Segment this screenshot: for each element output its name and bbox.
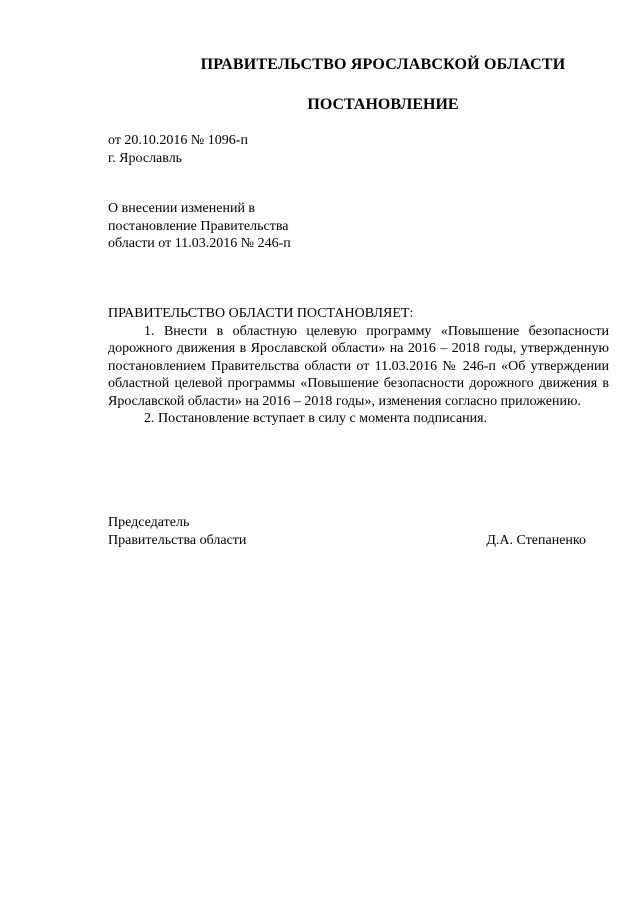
document-type-title: ПОСТАНОВЛЕНИЕ — [307, 96, 459, 113]
date-number: от 20.10.2016 № 1096-п — [108, 133, 248, 148]
signer-position-line-2: Правительства области — [108, 532, 247, 548]
government-title: ПРАВИТЕЛЬСТВО ЯРОСЛАВСКОЙ ОБЛАСТИ — [200, 56, 566, 73]
item-2-paragraph: 2. Постановление вступает в силу с момента подписания. — [144, 411, 488, 426]
signature-row — [108, 532, 586, 550]
signer-name: Д.А. Степаненко — [486, 532, 586, 548]
subject-line-3: области от 11.03.2016 № 246-п — [108, 236, 291, 251]
signature-block — [108, 514, 586, 549]
decree-statement: ПРАВИТЕЛЬСТВО ОБЛАСТИ ПОСТАНОВЛЯЕТ: — [108, 306, 414, 321]
subject-line-2: постановление Правительства — [108, 218, 289, 234]
subject-line-1: О внесении изменений в — [108, 201, 256, 216]
item-1-paragraph: 1. Внести в областную целевую программу «Повышение безопасности дорожного движения в Ярославской области» на 2016 – 2018 годы, утвержденную постановлением Правительства области от 11.03.2016 № 246-п «Об утверждении областной целевой программы «Повышение безопасности дорожного движения в Ярославской области» на 2016 – 2018 годы», изменения согласно приложению. — [108, 323, 609, 409]
signer-position-line-1: Председатель — [108, 515, 190, 530]
document-subject — [108, 200, 291, 253]
city: г. Ярославль — [108, 151, 183, 166]
document-body — [108, 305, 609, 428]
document-meta — [108, 132, 248, 168]
